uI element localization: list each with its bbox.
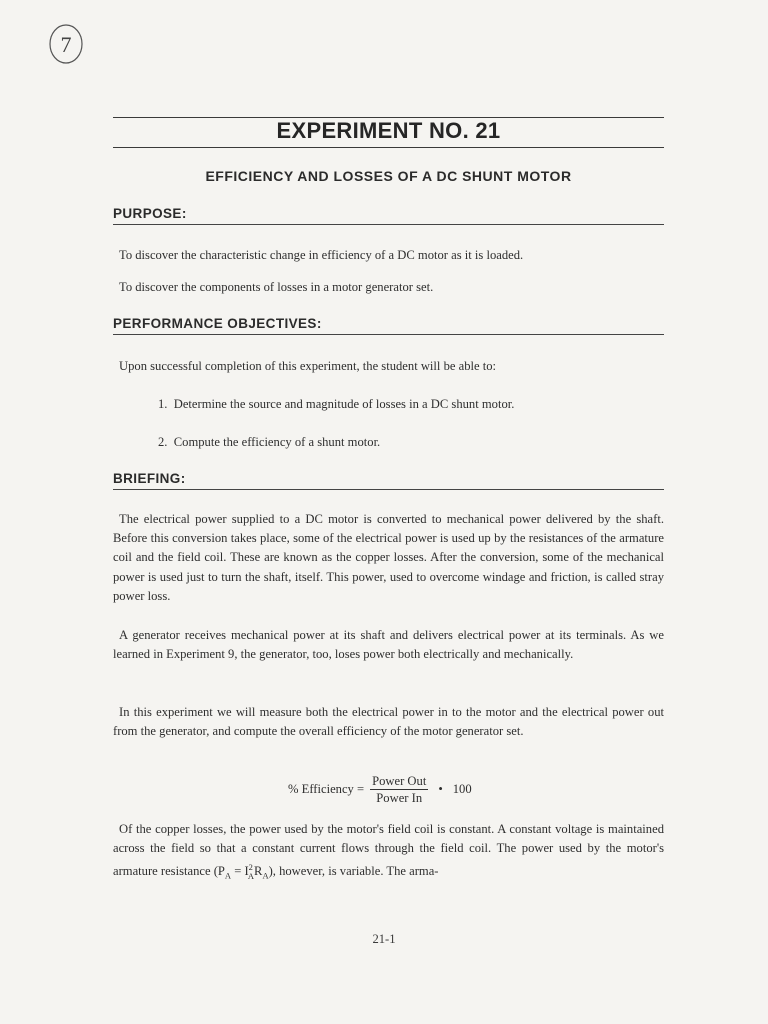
briefing-paragraph-2: A generator receives mechanical power at its shaft and delivers electrical power at its terminals. As we learned in Experiment 9, the generator, too, loses power both electrically and mechanically. — [113, 628, 664, 662]
paragraph-4-text-before: Of the copper losses, the power used by the motor's field coil is constant. A constant voltage is maintained across the field so that a constant current flows through the field coil. The power used by the motor's armature resistance (P — [113, 822, 664, 879]
page-title: EXPERIMENT NO. 21 — [276, 118, 501, 143]
paragraph-4-text-after: ), however, is variable. The arma- — [268, 864, 439, 879]
purpose-line-2: To discover the components of losses in a motor generator set. — [119, 280, 434, 294]
subscript-a: A — [224, 871, 232, 882]
paragraph-4-eq: = I — [231, 864, 249, 879]
briefing-heading: BRIEFING: — [113, 471, 186, 486]
briefing-paragraph-1: The electrical power supplied to a DC motor is converted to mechanical power delivered by the shaft. Before this conversion takes place, some of the electrical power is used up by the resistances of the armature coil and the field coil. These are known as the copper losses. After the conversion, some of the mechanical power is used just to turn the shaft, itself. This power, used to overcome windage and friction, is called stray power loss. — [113, 512, 664, 603]
purpose-rule — [113, 224, 664, 225]
subscript-a-3: A — [262, 871, 269, 882]
title-bottom-rule — [113, 147, 664, 148]
briefing-paragraph-3: In this experiment we will measure both the electrical power in to the motor and the electrical power out from the generator, and compute the overall efficiency of the motor generator set. — [113, 705, 664, 739]
formula-operator: • — [438, 782, 443, 796]
purpose-heading: PURPOSE: — [113, 206, 187, 221]
page-number: 21-1 — [372, 932, 396, 946]
formula-factor: 100 — [452, 782, 472, 796]
formula-numerator: Power Out — [372, 774, 427, 788]
objective-item-1: 1. Determine the source and magnitude of losses in a DC shunt motor. — [158, 397, 515, 411]
objectives-heading: PERFORMANCE OBJECTIVES: — [113, 316, 322, 331]
formula-fraction — [370, 774, 428, 805]
superscript-2: 2 — [248, 862, 253, 873]
circled-page-mark — [44, 22, 84, 66]
objective-item-2: 2. Compute the efficiency of a shunt motor. — [158, 435, 381, 449]
formula-lhs: % Efficiency = — [288, 782, 365, 796]
briefing-paragraph-4 — [113, 820, 664, 886]
resistance-symbol: R — [254, 864, 263, 879]
margin-note-text: 7 — [60, 32, 72, 57]
efficiency-formula — [288, 774, 472, 805]
formula-denominator: Power In — [376, 791, 423, 805]
objectives-rule — [113, 334, 664, 335]
objectives-intro: Upon successful completion of this experiment, the student will be able to: — [119, 359, 497, 373]
purpose-line-1: To discover the characteristic change in efficiency of a DC motor as it is loaded. — [119, 248, 524, 262]
subscript-a-2: A — [247, 871, 255, 882]
briefing-rule — [113, 489, 664, 490]
page-subtitle: EFFICIENCY AND LOSSES OF A DC SHUNT MOTOR — [205, 168, 572, 184]
